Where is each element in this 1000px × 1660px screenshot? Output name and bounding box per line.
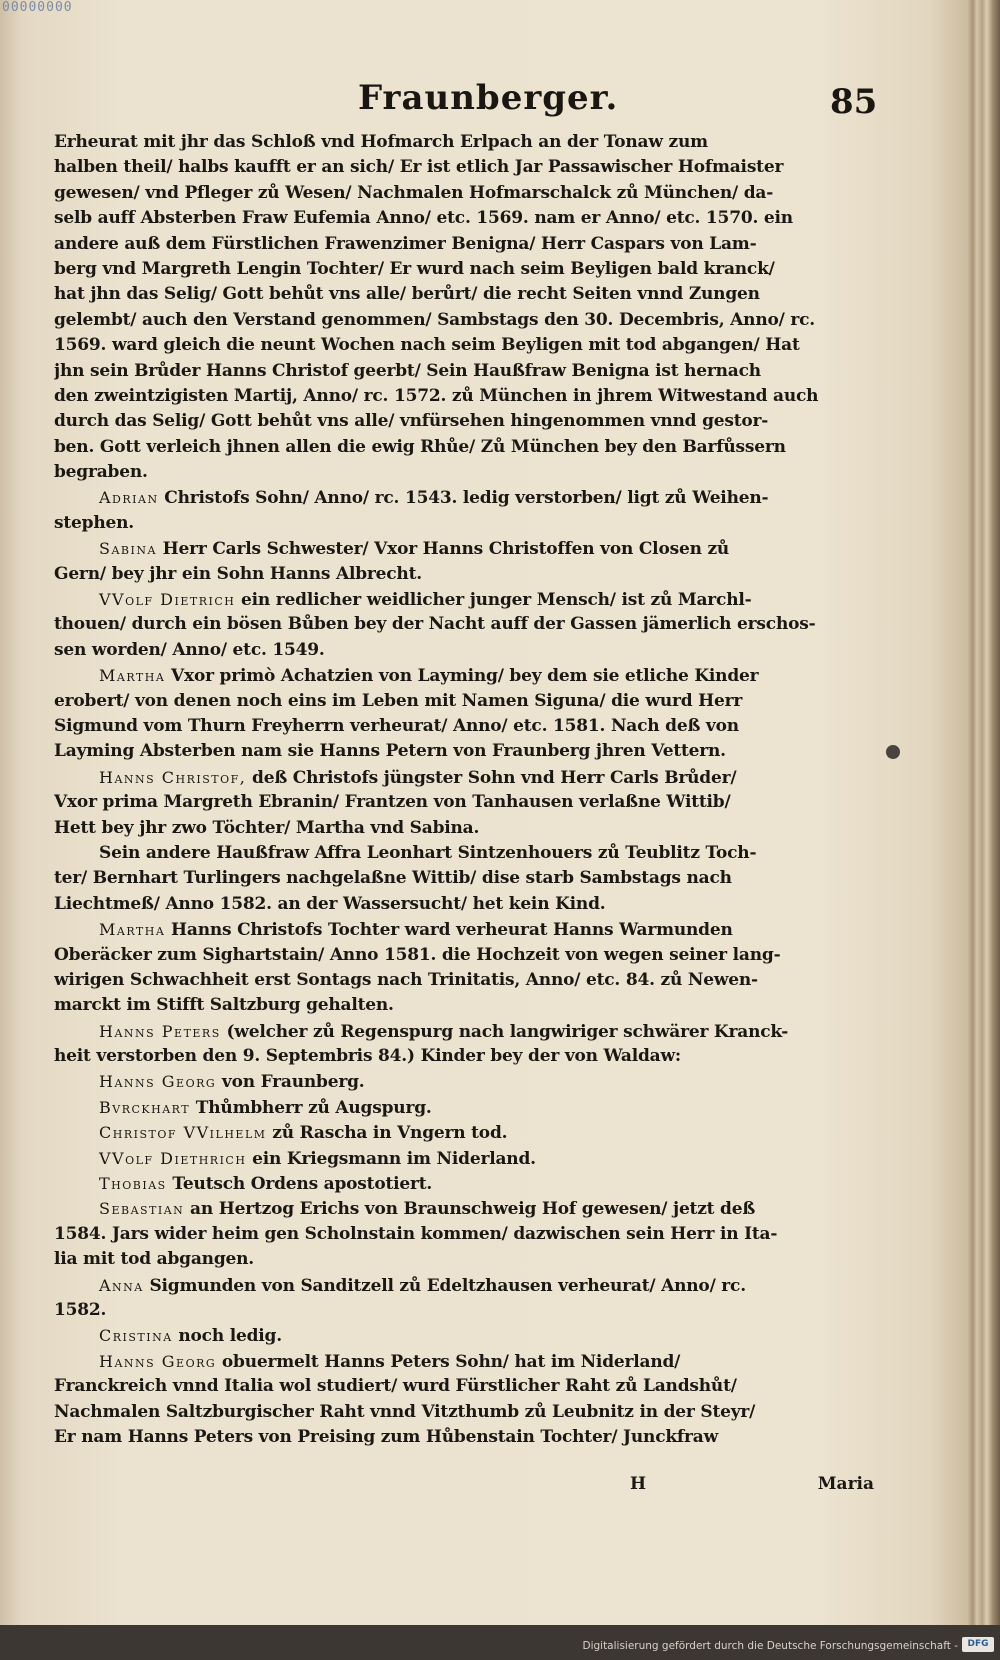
text-line [54,435,872,460]
text-line [54,1146,872,1171]
funding-credit: Digitalisierung gefördert durch die Deutsche Forschungsgemeinschaft - [582,1640,958,1652]
text-line [54,308,872,333]
person-name: Christof VVilhelm [99,1123,267,1143]
line-text: obuermelt Hanns Peters Sohn/ hat im Niderland/ [216,1351,681,1372]
line-text: an Hertzog Erichs von Braunschweig Hof gewesen/ jetzt deß [184,1199,756,1220]
person-name: VVolf Dietrich [99,590,236,610]
line-text: Sigmunden von Sanditzell zů Edeltzhausen verheurat/ Anno/ rc. [143,1275,746,1296]
person-name: Sabina [99,539,157,559]
person-name: Adrian [99,488,159,508]
text-line [54,739,872,764]
text-line [54,917,872,942]
line-text: Gern/ bey jhr ein Sohn Hanns Albrecht. [54,563,422,584]
text-line [54,1400,872,1425]
person-name: Hanns Georg [99,1351,217,1371]
line-text: Hanns Christofs Tochter ward verheurat Hanns Warmunden [165,920,733,941]
text-line [54,943,872,968]
line-text: gelembt/ auch den Verstand genommen/ Sambstags den 30. Decembris, Anno/ rc. [54,309,815,330]
dfg-logo: DFG [962,1637,994,1652]
text-line [54,1298,872,1323]
line-text: Teutsch Ordens apostotiert. [166,1174,433,1195]
line-text: Sigmund vom Thurn Freyherrn verheurat/ Anno/ etc. 1581. Nach deß von [54,715,739,736]
line-text: Vxor primò Achatzien von Layming/ bey dem sie etliche Kinder [165,666,759,687]
person-name: VVolf Diethrich [99,1148,247,1168]
line-text: Vxor prima Margreth Ebranin/ Frantzen von Tanhausen verlaßne Wittib/ [54,792,731,813]
line-text: Thůmbherr zů Augspurg. [190,1097,432,1118]
text-line [54,511,872,536]
line-text: Erheurat mit jhr das Schloß vnd Hofmarch Erlpach an der Tonaw zum [54,132,708,152]
text-line [54,181,872,206]
line-text: jhn sein Brůder Hanns Christof geerbt/ Sein Haußfraw Benigna ist hernach [54,360,761,381]
line-text: ein redlicher weidlicher junger Mensch/ ist zů Marchl- [235,590,752,611]
text-line [54,1273,872,1298]
line-text: Herr Carls Schwester/ Vxor Hanns Christoffen von Closen zů [156,539,730,560]
text-line [54,333,872,358]
running-head: Fraunberger. [358,78,619,118]
text-line [54,359,872,384]
person-name: Anna [99,1275,144,1295]
book-edge [968,0,1000,1625]
text-line [54,587,872,612]
line-text: hat jhn das Selig/ Gott behůt vns alle/ berůrt/ die recht Seiten vnnd Zungen [54,284,760,305]
line-text: deß Christofs jüngster Sohn vnd Herr Carls Brůder/ [246,767,737,788]
catchword: Maria [817,1474,874,1494]
text-line [54,765,872,790]
line-text: berg vnd Margreth Lengin Tochter/ Er wurd nach seim Beyligen bald kranck/ [54,258,775,279]
text-line [54,993,872,1018]
text-line [54,1247,872,1272]
line-text: Liechtmeß/ Anno 1582. an der Wassersucht/ het kein Kind. [54,893,606,914]
line-text: durch das Selig/ Gott behůt vns alle/ vnfürsehen hingenommen vnnd gestor- [54,411,769,432]
line-text: andere auß dem Fürstlichen Frawenzimer Benigna/ Herr Caspars von Lam- [54,233,757,254]
person-name: Thobias [99,1174,167,1194]
page-footer [630,1474,874,1504]
text-line [54,1069,872,1094]
text-line [54,968,872,993]
text-line [54,714,872,739]
line-text: Oberäcker zum Sighartstain/ Anno 1581. die Hochzeit von wegen seiner lang- [54,944,781,965]
line-text: sen worden/ Anno/ etc. 1549. [54,639,325,660]
text-line [54,612,872,637]
line-text: marckt im Stifft Saltzburg gehalten. [54,995,394,1016]
text-line [54,841,872,866]
text-line [54,1019,872,1044]
person-name: Hanns Christof, [99,767,247,787]
line-text: von Fraunberg. [216,1072,365,1093]
text-line [54,155,872,180]
text-line [54,790,872,815]
person-name: Martha [99,920,166,940]
line-text: 1582. [54,1299,107,1320]
line-text: erobert/ von denen noch eins im Leben mit Namen Siguna/ die wurd Herr [54,690,743,711]
text-line [54,485,872,510]
line-text: begraben. [54,462,148,483]
line-text: lia mit tod abgangen. [54,1249,255,1270]
line-text: heit verstorben den 9. Septembris 84.) Kinder bey der von Waldaw: [54,1046,682,1067]
line-text: gewesen/ vnd Pfleger zů Wesen/ Nachmalen Hofmarschalck zů München/ da- [54,182,774,203]
signature-mark: H [630,1474,647,1494]
line-text: Er nam Hanns Peters von Preising zum Hůbenstain Tochter/ Junckfraw [54,1426,719,1447]
line-text: Sein andere Haußfraw Affra Leonhart Sintzenhouers zů Teublitz Toch- [99,842,757,863]
person-name: Bvrckhart [99,1097,191,1117]
text-line [54,638,872,663]
line-text: stephen. [54,512,134,533]
person-name: Cristina [99,1326,173,1346]
text-line [54,1374,872,1399]
line-text: halben theil/ halbs kaufft er an sich/ Er ist etlich Jar Passawischer Hofmaister [54,157,784,178]
line-text: zů Rascha in Vngern tod. [266,1123,508,1144]
text-line [54,1120,872,1145]
ink-spot [886,745,900,759]
person-name: Martha [99,666,166,686]
line-text: ein Kriegsmann im Niderland. [246,1148,536,1169]
text-line [54,1349,872,1374]
line-text: Hett bey jhr zwo Töchter/ Martha vnd Sabina. [54,817,480,838]
text-line [54,282,872,307]
text-line [54,232,872,257]
line-text: Layming Absterben nam sie Hanns Petern von Fraunberg jhren Vettern. [54,741,726,762]
text-line [54,460,872,485]
line-text: Nachmalen Saltzburgischer Raht vnnd Vitzthumb zů Leubnitz in der Steyr/ [54,1401,756,1422]
line-text: Franckreich vnnd Italia wol studiert/ wurd Fürstlicher Raht zů Landshůt/ [54,1376,737,1397]
text-line [54,1095,872,1120]
person-name: Sebastian [99,1199,185,1219]
text-line [54,816,872,841]
text-line [54,1323,872,1348]
text-line [54,663,872,688]
line-text: (welcher zů Regenspurg nach langwiriger schwärer Kranck- [220,1021,789,1042]
person-name: Hanns Georg [99,1072,217,1092]
library-stamp: 00000000 [2,0,73,15]
text-line [54,536,872,561]
line-text: den zweintzigisten Martij, Anno/ rc. 1572. zů München in jhrem Witwestand auch [54,385,819,406]
text-line [54,1196,872,1221]
page-number: 85 [830,82,878,122]
text-line [54,1222,872,1247]
line-text: ben. Gott verleich jhnen allen die ewig Rhůe/ Zů München bey den Barfůssern [54,436,786,457]
text-line [54,257,872,282]
line-text: 1569. ward gleich die neunt Wochen nach seim Beyligen mit tod abgangen/ Hat [54,335,800,356]
text-line [54,206,872,231]
line-text: 1584. Jars wider heim gen Scholnstain kommen/ dazwischen sein Herr in Ita- [54,1223,778,1244]
line-text: Christofs Sohn/ Anno/ rc. 1543. ledig verstorben/ ligt zů Weihen- [158,488,769,509]
line-text: noch ledig. [172,1326,282,1347]
text-line [54,1044,872,1069]
text-line [54,1425,872,1450]
text-line [54,689,872,714]
line-text: wirigen Schwachheit erst Sontags nach Trinitatis, Anno/ etc. 84. zů Newen- [54,969,758,990]
text-line [54,1171,872,1196]
text-line [54,866,872,891]
line-text: selb auff Absterben Fraw Eufemia Anno/ etc. 1569. nam er Anno/ etc. 1570. ein [54,208,793,229]
text-line [54,409,872,434]
text-line [54,130,872,155]
line-text: ter/ Bernhart Turlingers nachgelaßne Wittib/ dise starb Sambstags nach [54,868,732,889]
person-name: Hanns Peters [99,1021,221,1041]
text-line [54,384,872,409]
text-line [54,562,872,587]
main-text [54,130,872,1450]
line-text: thouen/ durch ein bösen Bůben bey der Nacht auff der Gassen jämerlich erschos- [54,614,816,635]
text-line [54,892,872,917]
